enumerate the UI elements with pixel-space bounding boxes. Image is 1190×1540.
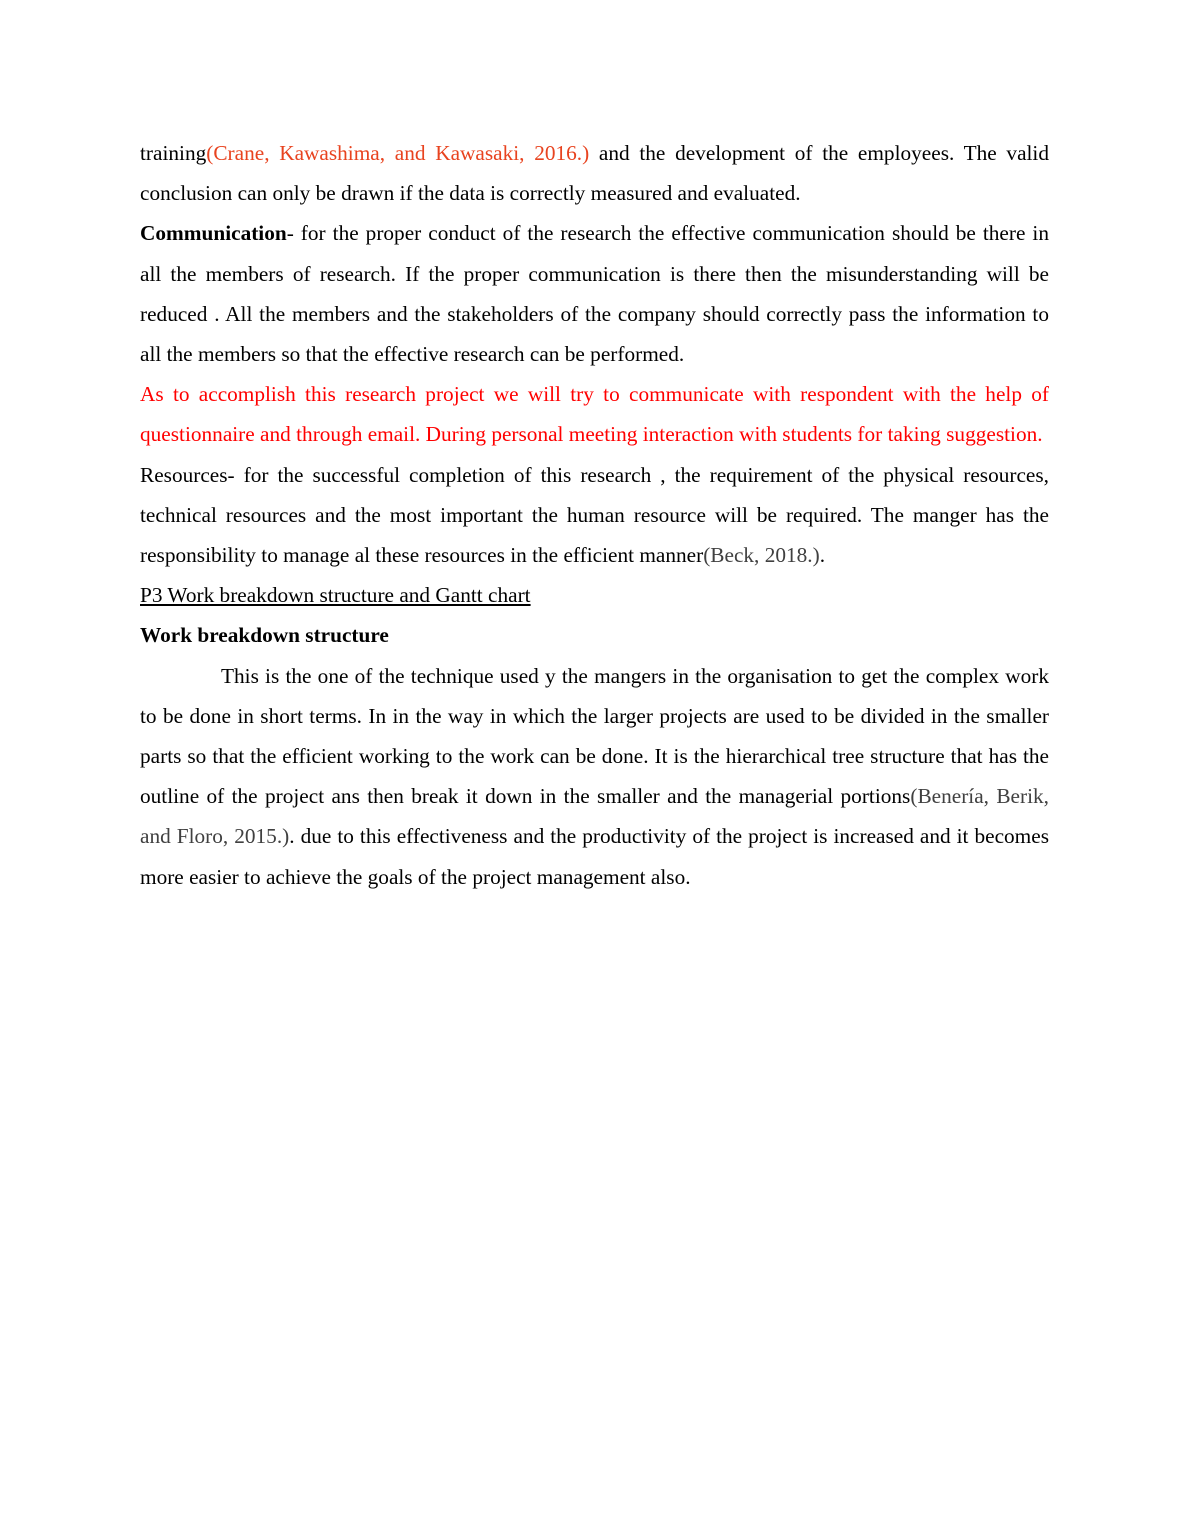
paragraph-text: This is the one of the technique used y the mangers in the organisation to get the complex work to be done in short terms. In in the way in which the larger projects are used to be divided in the smaller parts so that the efficient working to the work can be done. It is the hierarchical tree structure that has the outline of the project ans then break it down in the smaller and the managerial portions (140, 663, 1049, 809)
paragraph-text: training (140, 141, 207, 165)
paragraph-resources (140, 455, 1049, 576)
paragraph-communication (140, 213, 1049, 374)
paragraph-text: and the development of the employees. The valid conclusion can only be drawn if the data is correctly measured and evaluated. (140, 141, 1050, 206)
paragraph-training (140, 133, 1049, 213)
paragraph-wbs (140, 656, 1049, 897)
section-heading (140, 575, 1049, 615)
subheading-wbs: Work breakdown structure (140, 623, 389, 648)
citation-crane: (Crane, Kawashima, and Kawasaki, 2016.) (206, 141, 590, 165)
citation-beck: (Beck, 2018.) (703, 543, 820, 568)
paragraph-text: . (819, 543, 826, 568)
paragraph-text: - for the proper conduct of the research the effective communication should be there in all the members of research. If the proper communication is there then the misunderstanding will be reduced . All the members and the stakeholders of the company should correctly pass the information to all the members so that the effective research can be performed. (140, 221, 1049, 367)
section-heading-text: P3 Work breakdown structure and Gantt chart (140, 583, 531, 608)
paragraph-text: . due to this effectiveness and the productivity of the project is increased and it becomes more easier to achieve the goals of the project management also. (140, 824, 1049, 889)
citation-beneria: (Benería, Berik, and Floro, 2015.) (140, 784, 1049, 849)
paragraph-communication-plan (140, 374, 1049, 454)
paragraph-text: Resources- for the successful completion of this research , the requirement of the physical resources, technical resources and the most important the human resource will be required. The manger has the responsibility to manage al these resources in the efficient manner (140, 462, 1049, 568)
document-page (140, 133, 1049, 897)
paragraph-text: As to accomplish this research project we will try to communicate with respondent with the help of questionnaire and through email. During personal meeting interaction with students for taking suggestion. (140, 382, 1049, 447)
communication-heading: Communication (140, 221, 287, 246)
